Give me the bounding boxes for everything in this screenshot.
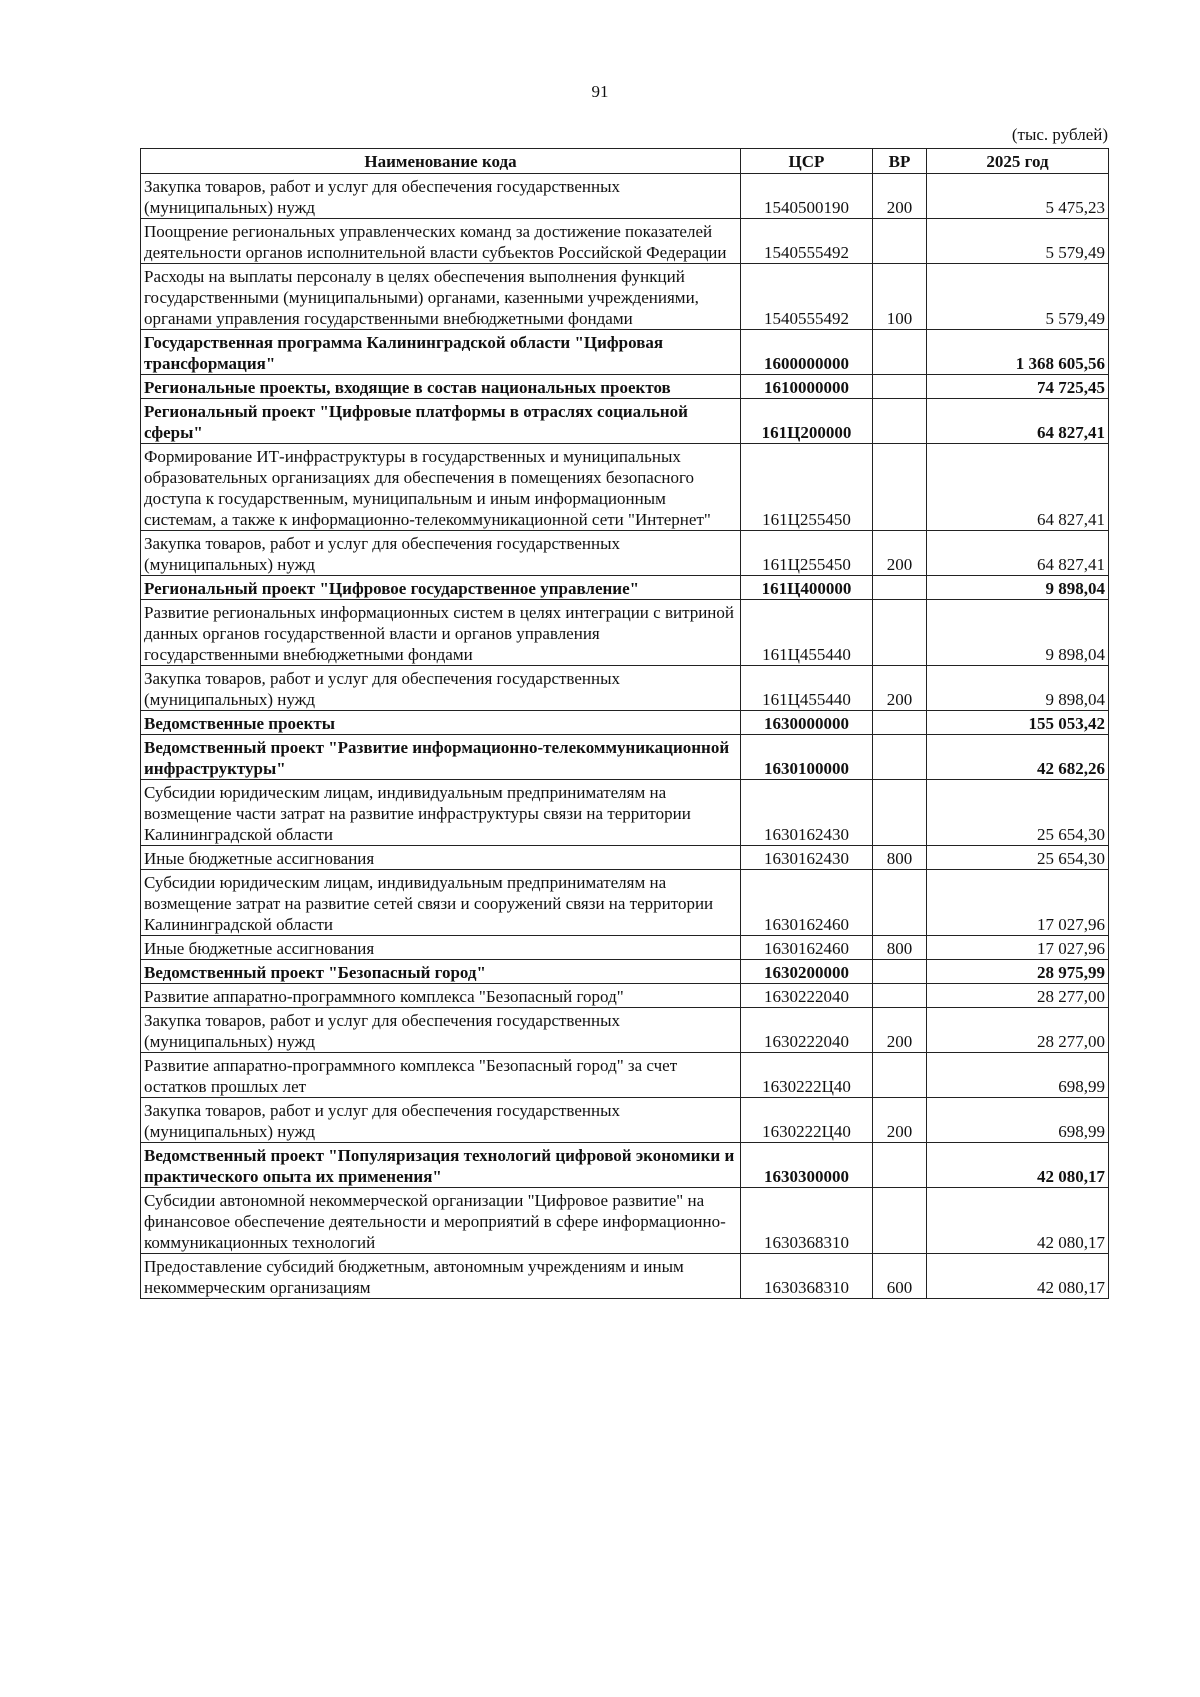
row-name-cell: Расходы на выплаты персоналу в целях обеспечения выполнения функций государственными (муниципальными) органами, казенными учреждениями, органами управления государственными внебюджетными фондами bbox=[141, 264, 741, 330]
row-vr-cell bbox=[873, 711, 927, 735]
table-row bbox=[141, 444, 1109, 531]
row-name-cell: Закупка товаров, работ и услуг для обеспечения государственных (муниципальных) нужд bbox=[141, 666, 741, 711]
row-amount-cell: 28 277,00 bbox=[927, 1008, 1109, 1053]
row-vr-cell bbox=[873, 444, 927, 531]
row-csr-cell: 161Ц200000 bbox=[741, 399, 873, 444]
row-amount-cell: 17 027,96 bbox=[927, 870, 1109, 936]
row-csr-cell: 161Ц400000 bbox=[741, 576, 873, 600]
row-csr-cell: 1630368310 bbox=[741, 1254, 873, 1299]
row-amount-cell: 9 898,04 bbox=[927, 576, 1109, 600]
table-row bbox=[141, 711, 1109, 735]
row-amount-cell: 28 975,99 bbox=[927, 960, 1109, 984]
row-csr-cell: 1630368310 bbox=[741, 1188, 873, 1254]
row-csr-cell: 1540555492 bbox=[741, 264, 873, 330]
row-csr-cell: 1540500190 bbox=[741, 174, 873, 219]
budget-table bbox=[140, 148, 1109, 1299]
row-name-cell: Ведомственные проекты bbox=[141, 711, 741, 735]
row-name-cell: Ведомственный проект "Развитие информационно-телекоммуникационной инфраструктуры" bbox=[141, 735, 741, 780]
row-vr-cell bbox=[873, 576, 927, 600]
row-csr-cell: 1630000000 bbox=[741, 711, 873, 735]
page-number: 91 bbox=[591, 82, 609, 101]
row-amount-cell: 9 898,04 bbox=[927, 666, 1109, 711]
row-name-cell: Развитие аппаратно-программного комплекса "Безопасный город" за счет остатков прошлых лет bbox=[141, 1053, 741, 1098]
row-amount-cell: 64 827,41 bbox=[927, 399, 1109, 444]
row-csr-cell: 1630162460 bbox=[741, 870, 873, 936]
header-name: Наименование кода bbox=[141, 149, 741, 174]
row-vr-cell bbox=[873, 399, 927, 444]
row-vr-cell: 100 bbox=[873, 264, 927, 330]
row-csr-cell: 1630300000 bbox=[741, 1143, 873, 1188]
row-csr-cell: 1630222040 bbox=[741, 1008, 873, 1053]
row-name-cell: Закупка товаров, работ и услуг для обеспечения государственных (муниципальных) нужд bbox=[141, 531, 741, 576]
row-amount-cell: 698,99 bbox=[927, 1053, 1109, 1098]
row-name-cell: Закупка товаров, работ и услуг для обеспечения государственных (муниципальных) нужд bbox=[141, 1008, 741, 1053]
table-row bbox=[141, 576, 1109, 600]
row-amount-cell: 5 579,49 bbox=[927, 264, 1109, 330]
row-amount-cell: 42 080,17 bbox=[927, 1254, 1109, 1299]
row-vr-cell bbox=[873, 219, 927, 264]
row-vr-cell bbox=[873, 600, 927, 666]
table-row bbox=[141, 1254, 1109, 1299]
row-name-cell: Развитие региональных информационных систем в целях интеграции с витриной данных органов государственной власти и органов управления государственными внебюджетными фондами bbox=[141, 600, 741, 666]
row-amount-cell: 17 027,96 bbox=[927, 936, 1109, 960]
row-amount-cell: 5 579,49 bbox=[927, 219, 1109, 264]
row-name-cell: Субсидии юридическим лицам, индивидуальным предпринимателям на возмещение затрат на развитие сетей связи и сооружений связи на территории Калининградской области bbox=[141, 870, 741, 936]
table-row bbox=[141, 1143, 1109, 1188]
row-csr-cell: 161Ц255450 bbox=[741, 444, 873, 531]
table-row bbox=[141, 984, 1109, 1008]
table-row bbox=[141, 780, 1109, 846]
row-amount-cell: 1 368 605,56 bbox=[927, 330, 1109, 375]
row-vr-cell bbox=[873, 735, 927, 780]
table-row bbox=[141, 399, 1109, 444]
row-amount-cell: 64 827,41 bbox=[927, 444, 1109, 531]
row-csr-cell: 1630162460 bbox=[741, 936, 873, 960]
table-row bbox=[141, 870, 1109, 936]
row-csr-cell: 1630162430 bbox=[741, 780, 873, 846]
row-csr-cell: 1540555492 bbox=[741, 219, 873, 264]
table-row bbox=[141, 600, 1109, 666]
row-name-cell: Региональный проект "Цифровое государственное управление" bbox=[141, 576, 741, 600]
row-name-cell: Региональные проекты, входящие в состав национальных проектов bbox=[141, 375, 741, 399]
table-row bbox=[141, 264, 1109, 330]
header-year: 2025 год bbox=[927, 149, 1109, 174]
row-csr-cell: 1610000000 bbox=[741, 375, 873, 399]
table-row bbox=[141, 219, 1109, 264]
row-name-cell: Ведомственный проект "Безопасный город" bbox=[141, 960, 741, 984]
row-name-cell: Иные бюджетные ассигнования bbox=[141, 846, 741, 870]
table-row bbox=[141, 531, 1109, 576]
row-amount-cell: 64 827,41 bbox=[927, 531, 1109, 576]
row-vr-cell: 200 bbox=[873, 531, 927, 576]
units-note: (тыс. рублей) bbox=[1011, 125, 1108, 144]
row-csr-cell: 161Ц255450 bbox=[741, 531, 873, 576]
row-amount-cell: 28 277,00 bbox=[927, 984, 1109, 1008]
table-row bbox=[141, 1188, 1109, 1254]
row-vr-cell bbox=[873, 1053, 927, 1098]
row-amount-cell: 25 654,30 bbox=[927, 846, 1109, 870]
row-name-cell: Иные бюджетные ассигнования bbox=[141, 936, 741, 960]
row-vr-cell: 800 bbox=[873, 936, 927, 960]
row-name-cell: Субсидии юридическим лицам, индивидуальным предпринимателям на возмещение части затрат на развитие инфраструктуры связи на территории Калининградской области bbox=[141, 780, 741, 846]
row-name-cell: Поощрение региональных управленческих команд за достижение показателей деятельности органов исполнительной власти субъектов Российской Федерации bbox=[141, 219, 741, 264]
row-vr-cell: 200 bbox=[873, 1098, 927, 1143]
row-csr-cell: 1630222040 bbox=[741, 984, 873, 1008]
row-amount-cell: 9 898,04 bbox=[927, 600, 1109, 666]
header-vr: ВР bbox=[873, 149, 927, 174]
row-csr-cell: 1630100000 bbox=[741, 735, 873, 780]
row-amount-cell: 698,99 bbox=[927, 1098, 1109, 1143]
table-row bbox=[141, 936, 1109, 960]
row-vr-cell: 800 bbox=[873, 846, 927, 870]
table-row bbox=[141, 666, 1109, 711]
row-name-cell: Закупка товаров, работ и услуг для обеспечения государственных (муниципальных) нужд bbox=[141, 174, 741, 219]
row-vr-cell bbox=[873, 375, 927, 399]
table-row bbox=[141, 735, 1109, 780]
table-row bbox=[141, 846, 1109, 870]
row-name-cell: Формирование ИТ-инфраструктуры в государственных и муниципальных образовательных организациях для обеспечения в помещениях безопасного доступа к государственным, муниципальным и иным информационным системам, а также к информационно-телекоммуникационной сети "Интернет" bbox=[141, 444, 741, 531]
row-name-cell: Предоставление субсидий бюджетным, автономным учреждениям и иным некоммерческим организациям bbox=[141, 1254, 741, 1299]
row-vr-cell: 200 bbox=[873, 174, 927, 219]
row-amount-cell: 42 080,17 bbox=[927, 1188, 1109, 1254]
row-vr-cell bbox=[873, 780, 927, 846]
row-csr-cell: 161Ц455440 bbox=[741, 666, 873, 711]
table-row bbox=[141, 1053, 1109, 1098]
table-row bbox=[141, 375, 1109, 399]
row-name-cell: Государственная программа Калининградской области "Цифровая трансформация" bbox=[141, 330, 741, 375]
row-csr-cell: 1600000000 bbox=[741, 330, 873, 375]
row-name-cell: Ведомственный проект "Популяризация технологий цифровой экономики и практического опыта их применения" bbox=[141, 1143, 741, 1188]
row-vr-cell bbox=[873, 870, 927, 936]
row-name-cell: Региональный проект "Цифровые платформы в отраслях социальной сферы" bbox=[141, 399, 741, 444]
table-row bbox=[141, 330, 1109, 375]
row-amount-cell: 74 725,45 bbox=[927, 375, 1109, 399]
row-vr-cell bbox=[873, 1188, 927, 1254]
row-csr-cell: 1630162430 bbox=[741, 846, 873, 870]
row-csr-cell: 1630222Ц40 bbox=[741, 1098, 873, 1143]
row-amount-cell: 155 053,42 bbox=[927, 711, 1109, 735]
row-csr-cell: 161Ц455440 bbox=[741, 600, 873, 666]
row-amount-cell: 42 682,26 bbox=[927, 735, 1109, 780]
row-vr-cell: 200 bbox=[873, 1008, 927, 1053]
row-vr-cell: 200 bbox=[873, 666, 927, 711]
row-name-cell: Субсидии автономной некоммерческой организации "Цифровое развитие" на финансовое обеспечение деятельности и мероприятий в сфере информационно-коммуникационных технологий bbox=[141, 1188, 741, 1254]
row-vr-cell bbox=[873, 960, 927, 984]
row-name-cell: Развитие аппаратно-программного комплекса "Безопасный город" bbox=[141, 984, 741, 1008]
table-header-row bbox=[141, 149, 1109, 174]
header-csr: ЦСР bbox=[741, 149, 873, 174]
table-row bbox=[141, 960, 1109, 984]
row-csr-cell: 1630222Ц40 bbox=[741, 1053, 873, 1098]
row-amount-cell: 25 654,30 bbox=[927, 780, 1109, 846]
row-amount-cell: 42 080,17 bbox=[927, 1143, 1109, 1188]
row-vr-cell bbox=[873, 1143, 927, 1188]
row-name-cell: Закупка товаров, работ и услуг для обеспечения государственных (муниципальных) нужд bbox=[141, 1098, 741, 1143]
row-csr-cell: 1630200000 bbox=[741, 960, 873, 984]
row-vr-cell bbox=[873, 330, 927, 375]
table-row bbox=[141, 1008, 1109, 1053]
row-vr-cell bbox=[873, 984, 927, 1008]
row-vr-cell: 600 bbox=[873, 1254, 927, 1299]
table-row bbox=[141, 1098, 1109, 1143]
table-row bbox=[141, 174, 1109, 219]
row-amount-cell: 5 475,23 bbox=[927, 174, 1109, 219]
